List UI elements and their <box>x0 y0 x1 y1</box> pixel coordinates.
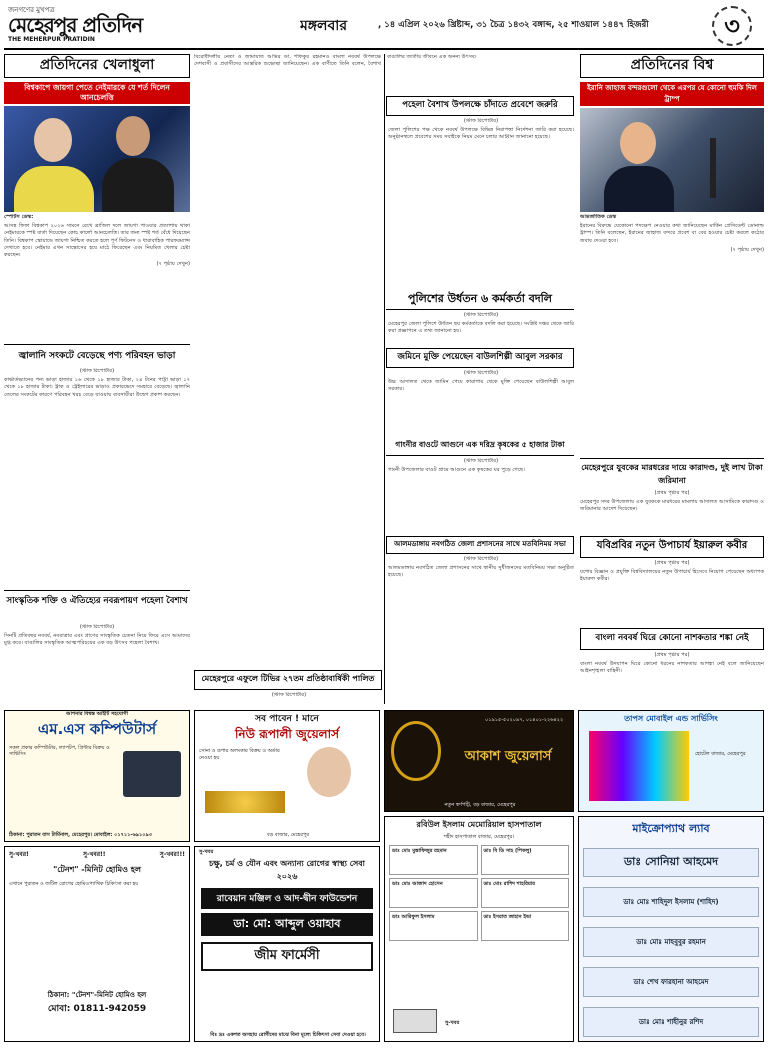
story-baul-body <box>388 370 574 436</box>
story-vc-by: (প্রথম পৃষ্ঠার পর) <box>654 560 690 566</box>
world-headline: ইরানি জাহাজ বন্দরগুলো থেকে এরপর যে কোনো হুমকি দিল ট্রাম্প <box>580 82 764 106</box>
story-newyear-body <box>580 652 764 706</box>
story-meeting-body <box>388 556 574 706</box>
necklace-icon <box>391 721 441 781</box>
story-vc-body <box>580 560 764 626</box>
ad-jewel1-title: নিউ রূপালী জুয়েলার্স <box>234 727 339 741</box>
ad-hospital-title: রবিউল ইসলাম মেমোরিয়াল হাসপাতাল <box>416 820 542 829</box>
jewellery-icon <box>205 791 285 813</box>
story-newyear-by: (প্রথম পৃষ্ঠার পর) <box>654 652 690 658</box>
story-court-body <box>580 490 764 530</box>
ad-jewel2-title: আকাশ জুয়েলার্স <box>464 749 552 764</box>
ad-jewellers-1 <box>194 710 380 842</box>
ad-hospital <box>384 816 574 1042</box>
date-line: , ১৪ এপ্রিল ২০২৬ খ্রিষ্টাব্দ, ৩১ চৈত্র ১৪৩২ বঙ্গাব্দ, ২৫ শাওয়াল ১৪৪৭ হিজরী <box>378 20 649 30</box>
story-police-text: মেহেরপুর জেলা পুলিশে উর্ধতন ছয় কর্মকর্তাকে বদলি করা হয়েছে। সংশ্লিষ্ট দপ্তর থেকে জারি করা প্রজ্ঞাপনে এ তথ্য জানানো হয়। <box>388 321 574 335</box>
ad-jewel1-line: সোনা ও রূপার অলংকার বিক্রয় ও অর্ডার নেওয়া হয় <box>199 748 280 761</box>
hospital-doctor-6: ডাঃ ইসরাত জাহান ইভা <box>481 911 570 941</box>
hospital-doctor-1: ডাঃ মোঃ মুস্তাফিজুর রহমান <box>389 845 478 875</box>
sports-headline: বিশ্বকাপে জায়গা পেতে নেইমারকে যে শর্ত দিলেন আনচেলত্তি <box>4 82 190 104</box>
story-police-body <box>388 312 574 350</box>
ad-lab-title: মাইক্রোপ্যাথ ল্যাব <box>632 822 710 835</box>
lab-doctor-3: ডাঃ মোঃ মাহবুবুর রহমান <box>583 927 759 957</box>
story-tv-by: (স্টাফ রিপোর্টার) <box>271 692 307 698</box>
ad-ms-top: আপনার বিশ্বস্ত আইটি সহযোগী <box>66 711 128 717</box>
story-police-by: (স্টাফ রিপোর্টার) <box>463 312 499 318</box>
ad-homeo-addr: ঠিকানা: "টেনশ"-মিনিট হোমিও হল <box>47 991 147 999</box>
story-fire-body <box>388 458 574 532</box>
sports-byline: স্পোর্টস ডেস্ক: <box>4 214 34 220</box>
ad-ms-title: এম.এস কম্পিউটার্স <box>37 719 157 738</box>
ad-health-pharmacy: জীম ফার্মেসী <box>201 942 373 971</box>
badge-good-news-3: সু-খবর!!! <box>159 851 185 858</box>
ad-jewel1-top: সব পাবেন ! মানে <box>255 714 319 724</box>
story-tv-body <box>196 692 382 706</box>
hospital-doctor-3: ডাঃ মোঃ আজাদ হোসেন <box>389 878 478 908</box>
sports-body <box>4 214 190 342</box>
ad-health-org: রাবেয়ান মঞ্জিল ও আদ-দ্বীন ফাউন্ডেশন <box>201 888 373 909</box>
story-fire-text: গাংনী উপজেলার বাওট গ্রামে আগুনে এক কৃষকের ঘর পুড়ে গেছে। <box>388 467 525 474</box>
story-fuel-headline: জ্বালানি সংকটে বেড়েছে পণ্য পরিবহন ভাড়া <box>18 351 176 361</box>
ad-akash-jewellers <box>384 710 574 812</box>
story-fuel-body <box>4 368 190 588</box>
story-court-headline: মেহেরপুরে যুবকের মারধরের দায়ে কারাদণ্ড, দুই লাখ টাকা জরিমানা <box>581 463 763 485</box>
story-fire-headline: গাংনীর বাওটে আগুনে এক দরিদ্র কৃষকের ৫ হাজার টাকা <box>386 440 574 456</box>
lab-doctor-1: ডাঃ সোনিয়া আহমেদ <box>583 848 759 877</box>
weekday: মঙ্গলবার <box>300 18 348 34</box>
ad-mobile-title: তাপস মোবাইল এন্ড সার্ভিসিং <box>624 714 718 723</box>
ad-health-camp <box>194 846 380 1042</box>
ad-homeo-hall <box>4 846 190 1042</box>
story-fuel-text: কার্ভার্ডভ্যানের পন্য ভাড়া হাজার ১৬ থেকে ১৮ হাজার টাকা, ২৪ টনের পাট্টা ভাড়া ১৭ থেকে ১৮ হাজার টাকা। ট্রাক ও ট্রেইলারের ভাড়াও প্রকারভেদে সমহারে বেড়েছে। জ্বালানি তেলের সংকটের কারণে পরিবহন খরচ বেড়ে যাওয়ায় ব্যবসায়ীরা উদ্বেগ প্রকাশ করছেন। <box>4 377 190 398</box>
page-number: ৩ <box>712 6 752 46</box>
ad-mobile-servicing <box>578 710 764 812</box>
story-meeting-text: আলমডাঙ্গায় নবগঠিত জেলা প্রশাসনের সাথে স্থানীয় সুধীজনদের মতবিনিময় সভা অনুষ্ঠিত হয়েছে। <box>388 565 574 579</box>
story-court-text: মেহেরপুর সদর উপজেলায় এক যুবককে মারধরের মামলায় আদালত আসামিকে কারাদণ্ড ও জরিমানার আদেশ দিয়েছেন। <box>580 499 764 513</box>
mid-top-text: বিরোধীদলীয় নেতা ও জামায়াত আমির ডা. শফিকুর রহমানও বাংলা নববর্ষ উপলক্ষে দেশবাসী ও প্রবাসীদের আন্তরিক শুভেচ্ছা জানিয়েছেন। এক বাণীতে তিনি বলেন, বৈশাখ বাঙালির জাতীয় জীবনে এক অনন্য উৎসব। <box>194 54 477 68</box>
mid-left-continuation <box>194 176 380 696</box>
world-text: ইরানের বিরুদ্ধে যেকোনো পদক্ষেপ নেওয়ার কথা জানিয়েছেন মার্কিন প্রেসিডেন্ট ডোনাল্ড ট্রাম্প। তিনি বলেছেন, ইরানের জাহাজ বন্দরে প্রবেশ বা বের হওয়ার চেষ্টা করলে কঠোর জবাব দেওয়া হবে। <box>580 223 764 244</box>
newspaper-brand <box>8 6 188 46</box>
lab-doctor-4: ডাঃ শেখ ফারহানা আহমেদ <box>583 967 759 997</box>
story-boishakh-by: (স্টাফ রিপোর্টার) <box>463 118 499 124</box>
story-boishakh-text: জেলা পুলিশের পক্ষ থেকে নববর্ষ উপলক্ষে বিভিন্ন নিরাপত্তা নির্দেশনা জারি করা হয়েছে। অনুষ্ঠানস্থলে প্রবেশের সময় সবাইকে নিয়ম মেনে চলার আহ্বান জানানো হয়েছে। <box>388 127 574 141</box>
lab-doctor-2: ডাঃ মোঃ শাহিদুল ইসলাম (শাহিদ) <box>583 887 759 917</box>
story-police-headline: পুলিশের উর্ধতন ৬ কর্মকর্তা বদলি <box>386 290 574 310</box>
badge-good-news-2: সু-খবর!! <box>83 851 106 858</box>
ad-mobile-addr: হোটেল বাজার, মেহেরপুর <box>695 751 746 757</box>
lab-doctor-5: ডাঃ মোঃ শাহীনুর রশিদ <box>583 1007 759 1037</box>
ad-homeo-phone: মোবা: 01811-942059 <box>47 1004 147 1014</box>
newspaper-name-en: THE MEHERPUR PRATIDIN <box>8 36 95 43</box>
sports-photo <box>4 106 190 212</box>
ad-micropath-lab <box>578 816 764 1042</box>
ad-ms-line: সকল প্রকার কম্পিউটার, ল্যাপটপ, প্রিন্টার বিক্রয় ও সার্ভিসিং <box>9 744 110 758</box>
ad-jewel2-addr: নতুন স্বর্ণপট্টি, বড় বাজার, মেহেরপুর <box>444 802 516 809</box>
story-culture-headline: সাংস্কৃতিক শক্তি ও ঐতিহ্যের নবরূপায়ণ পহেলা বৈশাখ <box>6 596 188 606</box>
tagline: জনগণের মুখপত্র <box>8 6 55 14</box>
world-body <box>580 214 764 354</box>
phones-icon <box>589 731 689 801</box>
ad-ms-addr: ঠিকানা: পুরাতন বাস টার্মিনাল, মেহেরপুর। মোবাইল: ০১৭১১-৬৯১০৯৩ <box>9 832 152 839</box>
story-boishakh-body <box>388 118 574 258</box>
story-culture-text: সিনটি প্রতিবছর নববর্ষ, নবযাত্রার এবং প্রাণের সাংস্কৃতিক চেতনা নিয়ে ফিরে এসে আমাদের মুগ্ধ করে। বাঙালির সাংস্কৃতিক আত্মপরিচয়ের এক বড় উৎসব পহেলা বৈশাখ। <box>4 633 190 647</box>
ad-hospital-badge: সু-খবর <box>445 1020 460 1027</box>
ad-health-note: বিঃ দ্রঃ একশত অসহায় রোগীদের মাঝে বিনা মূল্যে চিকিৎসা সেবা দেওয়া হবে। <box>210 1032 366 1039</box>
story-tv-headline: মেহেরপুরে এফুলে টিভির ২৭তম প্রতিষ্ঠাবার্ষিকী পালিত <box>194 670 382 690</box>
world-more: (৭ পৃষ্ঠায় দেখুন) <box>730 246 764 253</box>
ad-health-doctor: ডা: মো: আব্দুল ওয়াহাব <box>201 913 373 936</box>
section-title-sports: প্রতিদিনের খেলাধুলা <box>4 54 190 78</box>
ad-homeo-title: "টেনশ" -মিনিট হোমিও হল <box>53 865 141 874</box>
story-fuel-by: (স্টাফ রিপোর্টার) <box>79 368 115 374</box>
ad-homeo-line: এখানে পুরাতন ও জটিল রোগের হোমিওপ্যাথিক চিকিৎসা করা হয় <box>9 881 139 887</box>
ad-jewel1-addr: বড় বাজার, মেহেরপুর <box>266 832 310 839</box>
hospital-doctor-4: ডাঃ মোঃ রাশিদ শাহরিয়ার <box>481 878 570 908</box>
ad-ms-computers <box>4 710 190 842</box>
sports-more: (৭ পৃষ্ঠায় দেখুন) <box>156 261 190 268</box>
ad-health-title: চক্ষু, চর্ম ও যৌন এবং অন্যান্য রোগের স্বাস্থ্য সেবা ২০২৬ <box>208 858 366 881</box>
story-fire-by: (স্টাফ রিপোর্টার) <box>463 458 499 464</box>
newspaper-name: মেহেরপুর প্রতিদিন <box>8 13 143 37</box>
hospital-doctor-5: ডাঃ আরিফুল ইসলাম <box>389 911 478 941</box>
story-meeting-by: (স্টাফ রিপোর্টার) <box>463 556 499 562</box>
story-baul-by: (স্টাফ রিপোর্টার) <box>463 370 499 376</box>
story-newyear-headline: বাংলা নববর্ষ ঘিরে কোনো নাশকতার শঙ্কা নেই <box>580 628 764 650</box>
story-baul-text: উচ্চ আদালত থেকে জামিন পেয়ে কারাগার থেকে মুক্তি পেয়েছেন বাউলশিল্পী আবুল সরকার। <box>388 379 574 393</box>
world-byline: আন্তর্জাতিক ডেস্ক <box>580 214 617 220</box>
sports-text: আসন্ন ফিফা বিশ্বকাপ ২০২৬ সামনে রেখে ব্রাজিল দলে জায়গা পাওয়ার প্রত্যাশায় থাকা নেইমারকে স্পষ্ট বার্তা দিয়েছেন কোচ কার্লো আনচেলত্তি। তার জন্য স্পষ্ট শর্ত বেঁধে দিয়েছেন তিনি। বিশ্বকাপ স্কোয়াডে জায়গা নিশ্চিত করতে হলে পূর্ণ ফিটনেস ও ধারাবাহিক পারফরম্যান্স দেখাতে হবে। নেইমার এখন সান্তোসের হয়ে মাঠে ফিরেছেন এবং নিয়মিত খেলার চেষ্টা করছেন। <box>4 223 190 259</box>
section-title-world: প্রতিদিনের বিশ্ব <box>580 54 764 78</box>
story-culture-by: (স্টাফ রিপোর্টার) <box>79 624 115 630</box>
badge-good-news-1: সু-খবর! <box>9 851 29 858</box>
story-vc-text: যশোর বিজ্ঞান ও প্রযুক্তি বিশ্ববিদ্যালয়ের নতুন উপাচার্য হিসেবে নিয়োগ পেয়েছেন অধ্যাপক ইয়ারুল কবীর। <box>580 569 764 583</box>
world-photo <box>580 108 764 212</box>
ad-hospital-sub: শহীদ হাসপাতাল বাজার, মেহেরপুর। <box>443 834 515 840</box>
story-culture-body <box>4 624 190 708</box>
story-newyear-text: বাংলা নববর্ষ উদযাপন ঘিরে কোনো ধরনের নাশকতার আশঙ্কা নেই বলে জানিয়েছেন আইনশৃঙ্খলা বাহিনী। <box>580 661 764 675</box>
ambulance-icon <box>393 1009 437 1033</box>
story-court-by: (প্রথম পৃষ্ঠার পর) <box>654 490 690 496</box>
story-vc-headline: যবিপ্রবির নতুন উপাচার্য ইয়ারুল কবীর <box>580 536 764 558</box>
computer-icon <box>123 751 181 797</box>
owner-photo <box>307 747 351 797</box>
ad-health-badge: সু-খবর <box>199 849 214 855</box>
story-baul-headline: জমিনে মুক্তি পেয়েছেন বাউলশিল্পী আবুল সরকার <box>386 348 574 368</box>
story-boishakh-headline: পহেলা বৈশাখ উপলক্ষে চাঁদাতে প্রবেশে জরুরি <box>386 96 574 116</box>
story-meeting-headline: আলমডাঙ্গায় নবগঠিত জেলা প্রশাসনের সাথে মতবিনিময় সভা <box>386 536 574 554</box>
hospital-doctor-2: ডাঃ বি ডি সাহ (পিকলু) <box>481 845 570 875</box>
ad-jewel2-phone: ০১৯১৫-৫০২০৯৭, ০১৪০১-২২৬৪২২ <box>485 717 564 723</box>
